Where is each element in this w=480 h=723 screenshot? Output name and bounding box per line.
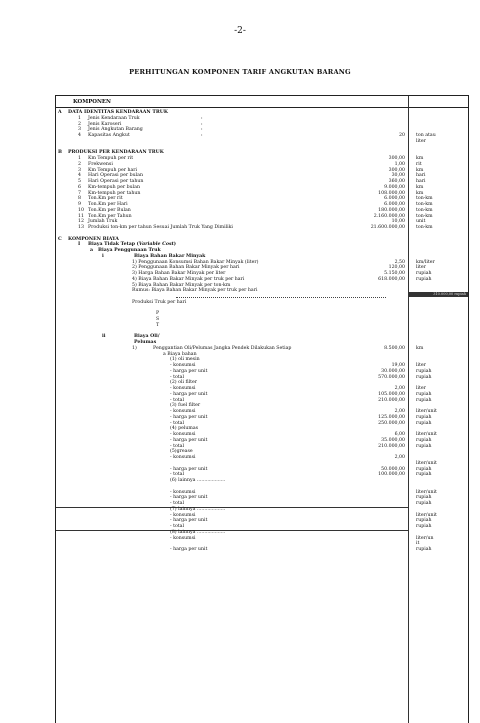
row-label: Pelumas (134, 340, 157, 345)
row-value: 125.000,00 (378, 414, 405, 420)
row-value: 180.000,00 (378, 207, 405, 213)
row-value: 2,00 (394, 409, 405, 414)
row-label: Produksi ton-km per tahun Sesuai Jumlah Truk Yang Dimiliki (88, 225, 233, 230)
row-number: 11 (78, 213, 84, 219)
row-unit: hari (416, 173, 426, 179)
row-number: A (58, 110, 62, 115)
row-label: 2) Penggunaan Bahan Bakar Minyak per hari (132, 265, 240, 271)
row-label: DATA IDENTITAS KENDARAAN TRUK (68, 110, 168, 115)
row-number: a (90, 248, 94, 253)
row-value: 6.000,00 (384, 196, 405, 202)
row-label: Jenis Angkutan Barang (88, 127, 143, 133)
row-value: 250.000,00 (378, 420, 405, 426)
row-unit: ton-km (416, 202, 433, 207)
row-colon: : (201, 115, 203, 121)
row-colon: : (201, 133, 203, 138)
row-label: Ton.Km per Tahun (88, 213, 132, 219)
row-value: 8.500,00 (384, 345, 405, 351)
row-number: 1 (78, 115, 81, 121)
highlight-bar: 310.000,00 rupiah (408, 292, 468, 297)
row-unit: km (416, 345, 424, 351)
row-label: (7) lainnya ................... (170, 506, 226, 512)
row-colon: : (201, 121, 203, 127)
row-number: S (156, 317, 160, 322)
row-unit: rupiah (416, 391, 432, 397)
row-label: Km Tempuh per hari (88, 167, 138, 173)
row-number: 4 (78, 133, 81, 138)
row-label: Jumlah Truk (88, 219, 118, 225)
row-number: 7 (78, 190, 81, 196)
row-unit: liter (416, 265, 426, 271)
row-unit: unit (416, 219, 426, 225)
row-unit: liter (416, 138, 426, 144)
row-value: 210.000,00 (378, 397, 405, 403)
row-unit: rupiah (416, 495, 432, 501)
row-label: - total (170, 472, 184, 478)
row-label: - harga per unit (170, 466, 208, 472)
row-number: T (156, 322, 160, 328)
row-value: 2,00 (394, 455, 405, 460)
row-label: - konsumsi (170, 489, 196, 495)
row-value: 6.000,00 (384, 202, 405, 207)
row-label: (4) pelumas (170, 426, 199, 432)
row-value: 30.000,00 (381, 368, 405, 374)
row-label: - konsumsi (170, 386, 196, 391)
row-number: 8 (78, 196, 81, 202)
row-value: 21.600.000,00 (370, 225, 405, 230)
row-value: 108.000,00 (378, 190, 405, 196)
row-unit: rupiah (416, 547, 432, 552)
row-value: 30,00 (391, 173, 405, 179)
row-value: 1,00 (394, 161, 405, 167)
row-label: - konsumsi (170, 535, 196, 541)
row-label: Biaya Oli/ (134, 334, 160, 340)
row-unit: rupiah (416, 368, 432, 374)
row-label: KOMPONEN BIAYA (68, 236, 119, 242)
row-unit: rupiah (416, 466, 432, 472)
page-number: -2- (234, 26, 246, 36)
row-value: 5.150,00 (384, 271, 405, 276)
row-label: Km-tempuh per tahun (88, 190, 141, 196)
row-label: PRODUKSI PER KENDARAAN TRUK (68, 150, 164, 156)
row-unit: rupiah (416, 518, 432, 524)
row-label: - harga per unit (170, 414, 208, 420)
row-unit: km (416, 190, 424, 196)
row-unit: rupiah (416, 271, 432, 276)
row-number: ii (102, 334, 106, 340)
row-value: 100.000,00 (378, 472, 405, 478)
row-label: 1) (132, 345, 137, 351)
table-body (56, 110, 468, 553)
row-unit: rupiah (416, 374, 432, 380)
row-value: 6,00 (394, 432, 405, 437)
row-label: - total (170, 397, 184, 403)
row-number: 3 (78, 167, 81, 173)
row-label: Km-tempuh per bulan (88, 184, 140, 190)
row-unit: liter/unit (416, 489, 437, 495)
row-unit: ton-km (416, 213, 433, 219)
document-title: PERHITUNGAN KOMPONEN TARIF ANGKUTAN BARANG (129, 68, 351, 76)
row-label: Hari Operasi per bulan (88, 173, 143, 179)
row-value: 2,00 (394, 386, 405, 391)
row-label: (2) oli filter (170, 380, 197, 386)
row-number: i (102, 253, 104, 259)
row-value: 570.000,00 (378, 374, 405, 380)
row-label: Produksi Truk per hari (132, 299, 187, 305)
row-unit: liter (416, 386, 426, 391)
row-label: Ton.Km per Bulan (88, 207, 131, 213)
row-label: - harga per unit (170, 495, 208, 501)
row-unit: liter/un (416, 535, 434, 541)
row-unit: liter (416, 363, 426, 368)
row-label: - konsumsi (170, 432, 196, 437)
table-row (56, 547, 468, 553)
row-unit: liter/unit (416, 432, 437, 437)
row-label: 1) Penggunaan Konsumsi Bahan Bakar Minyak (liter) (132, 259, 259, 265)
row-unit: rupiah (416, 397, 432, 403)
row-label: Biaya Bahan Bakar Minyak (134, 253, 206, 259)
row-number: 3 (78, 127, 81, 133)
row-label: a Biaya bahan (163, 351, 197, 357)
row-label: Ton.Km per rit (88, 196, 123, 202)
row-label: - total (170, 524, 184, 529)
row-label: - konsumsi (170, 409, 196, 414)
row-label: - total (170, 374, 184, 380)
row-label: Frekwensi (88, 161, 113, 167)
row-label: (6) lainnya ................... (170, 478, 226, 483)
row-number: 2 (78, 121, 81, 127)
row-label: - konsumsi (170, 455, 196, 460)
row-value: 10,00 (391, 219, 405, 225)
row-unit: rupiah (416, 420, 432, 426)
row-number: C (58, 236, 62, 242)
row-unit: ton-km (416, 196, 433, 202)
row-value: 2,50 (394, 259, 405, 265)
row-value: 360,00 (388, 179, 405, 184)
row-label: - harga per unit (170, 547, 208, 552)
row-unit: rupiah (416, 501, 432, 506)
row-label: Hari Operasi per tahun (88, 179, 144, 184)
row-label: - konsumsi (170, 512, 196, 518)
row-unit: rupiah (416, 472, 432, 478)
row-label: 5) Biaya Bahan Bakar Minyak per ton-km (132, 282, 231, 288)
row-unit: rupiah (416, 414, 432, 420)
row-label: Km Tempuh per rit (88, 156, 134, 161)
row-unit: rupiah (416, 276, 432, 282)
row-number: 9 (78, 202, 81, 207)
row-label: - harga per unit (170, 437, 208, 443)
row-unit: km/liter (416, 259, 435, 265)
row-number: 12 (78, 219, 84, 225)
row-unit: rit (416, 161, 422, 167)
row-number: P (156, 311, 160, 317)
row-value: 618.000,00 (378, 276, 405, 282)
row-value: 20 (399, 133, 405, 138)
row-unit: liter/unit (416, 409, 437, 414)
row-number: I (78, 242, 81, 248)
row-unit: ton-km (416, 207, 433, 213)
row-label: Jenis Kendaraan Truk (88, 115, 140, 121)
row-label: Biaya Penggunaan Truk (98, 248, 161, 253)
row-label: (5)grease (170, 449, 193, 455)
row-value: 120,00 (388, 265, 405, 271)
row-value: 9.000,00 (384, 184, 405, 190)
row-value: 2.160.000,00 (373, 213, 405, 219)
row-label: - total (170, 443, 184, 449)
table-header: KOMPONEN (56, 96, 468, 108)
row-value: 300,00 (388, 167, 405, 173)
row-label: - harga per unit (170, 368, 208, 374)
row-label: - total (170, 420, 184, 426)
row-unit: liter/unit (416, 460, 437, 466)
row-colon: : (201, 127, 203, 133)
row-label: 3) Harga Bahan Bakar Minyak per liter (132, 271, 226, 276)
row-unit: km (416, 184, 424, 190)
row-label: - total (170, 501, 184, 506)
row-label: Penggantian Oli/Pelumas Jangka Pendek Dilakukan Setiap (153, 345, 292, 351)
row-label: - harga per unit (170, 518, 208, 524)
row-value: 50.000,00 (381, 466, 405, 472)
row-value: 105.000,00 (378, 391, 405, 397)
row-unit: rupiah (416, 443, 432, 449)
row-unit: hari (416, 179, 426, 184)
row-number: 1 (78, 156, 81, 161)
row-unit: liter/unit (416, 512, 437, 518)
row-label: Jenis Karoseri (88, 121, 122, 127)
row-value: 35.000,00 (381, 437, 405, 443)
row-unit: ton atau (416, 133, 436, 138)
row-label: Rumus: Biaya Bahan Bakar Minyak per truk per hari (132, 288, 258, 294)
row-unit: ton-km (416, 225, 433, 230)
row-label: 4) Biaya Bahan Bakar Minyak per truk per hari (132, 276, 245, 282)
row-number: 4 (78, 173, 81, 179)
row-value: 210.000,00 (378, 443, 405, 449)
row-number: 6 (78, 184, 81, 190)
row-number: 5 (78, 179, 81, 184)
row-value: 300,00 (388, 156, 405, 161)
row-value: 19,00 (391, 363, 405, 368)
row-label: Biaya Tidak Tetap (Variable Cost) (88, 242, 176, 248)
cost-table (55, 95, 469, 723)
row-label: Ton.Km per Hari (88, 202, 128, 207)
row-label: - harga per unit (170, 391, 208, 397)
row-unit: rupiah (416, 524, 432, 529)
row-unit: it (416, 541, 420, 547)
row-label: (1) oli mesin (170, 357, 200, 363)
row-unit: km (416, 167, 424, 173)
row-number: 13 (78, 225, 84, 230)
row-label: Kapasitas Angkut (88, 133, 130, 138)
row-label: (8) lainnya ................... (170, 529, 226, 535)
row-unit: km (416, 156, 424, 161)
row-number: 10 (78, 207, 84, 213)
row-number: B (58, 150, 62, 156)
row-number: 2 (78, 161, 81, 167)
row-unit: rupiah (416, 437, 432, 443)
row-label: - konsumsi (170, 363, 196, 368)
row-label: (3) fuel filter (170, 403, 201, 409)
